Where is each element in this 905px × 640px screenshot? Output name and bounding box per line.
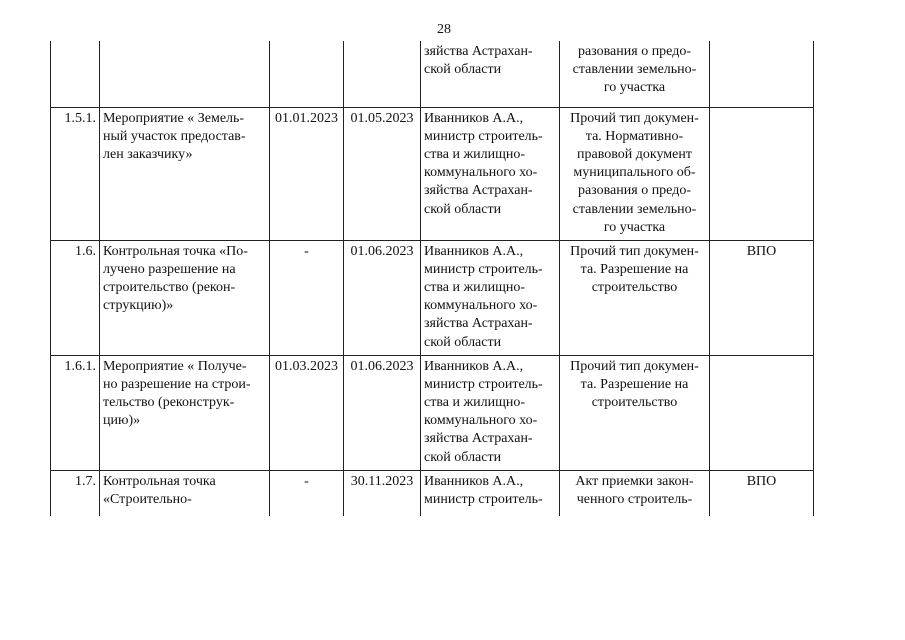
row-name: Мероприятие « Земель- ный участок предостав- лен заказчику»	[100, 107, 270, 240]
row-document: разования о предо- ставлении земельно- го участка	[560, 41, 710, 107]
row-responsible: Иванников А.А., министр строитель- ства и жилищно- коммунального хо- зяйства Астрахан- ской области	[421, 240, 560, 355]
table-row	[51, 355, 814, 470]
page-number: 28	[437, 22, 451, 37]
row-name: Мероприятие « Получе- но разрешение на строи- тельство (реконструк- цию)»	[100, 355, 270, 470]
row-responsible: зяйства Астрахан- ской области	[421, 41, 560, 107]
row-responsible: Иванников А.А., министр строитель- ства и жилищно- коммунального хо- зяйства Астрахан- ской области	[421, 355, 560, 470]
table-row	[51, 470, 814, 516]
row-system	[710, 355, 814, 470]
table-row	[51, 107, 814, 240]
row-number: 1.7.	[51, 470, 100, 516]
row-number: 1.6.	[51, 240, 100, 355]
row-end-date: 01.06.2023	[344, 240, 421, 355]
row-end-date	[344, 41, 421, 107]
row-system: ВПО	[710, 470, 814, 516]
row-system	[710, 41, 814, 107]
row-document: Прочий тип докумен- та. Разрешение на строительство	[560, 355, 710, 470]
row-responsible: Иванников А.А., министр строитель-	[421, 470, 560, 516]
row-start-date: -	[270, 240, 344, 355]
row-start-date: -	[270, 470, 344, 516]
row-start-date: 01.01.2023	[270, 107, 344, 240]
row-end-date: 01.06.2023	[344, 355, 421, 470]
row-document: Акт приемки закон- ченного строитель-	[560, 470, 710, 516]
row-system: ВПО	[710, 240, 814, 355]
row-name: Контрольная точка «Строительно-	[100, 470, 270, 516]
row-number: 1.5.1.	[51, 107, 100, 240]
row-end-date: 30.11.2023	[344, 470, 421, 516]
row-number	[51, 41, 100, 107]
row-start-date: 01.03.2023	[270, 355, 344, 470]
row-end-date: 01.05.2023	[344, 107, 421, 240]
row-number: 1.6.1.	[51, 355, 100, 470]
row-document: Прочий тип докумен- та. Нормативно- правовой документ муниципального об- разования о предо- ставлении земельно- го участка	[560, 107, 710, 240]
row-name	[100, 41, 270, 107]
row-responsible: Иванников А.А., министр строитель- ства и жилищно- коммунального хо- зяйства Астрахан- ской области	[421, 107, 560, 240]
row-system	[710, 107, 814, 240]
row-start-date	[270, 41, 344, 107]
plan-table	[50, 41, 814, 516]
row-name: Контрольная точка «По- лучено разрешение на строительство (рекон- струкцию)»	[100, 240, 270, 355]
table-row	[51, 41, 814, 107]
table-row	[51, 240, 814, 355]
row-document: Прочий тип докумен- та. Разрешение на строительство	[560, 240, 710, 355]
